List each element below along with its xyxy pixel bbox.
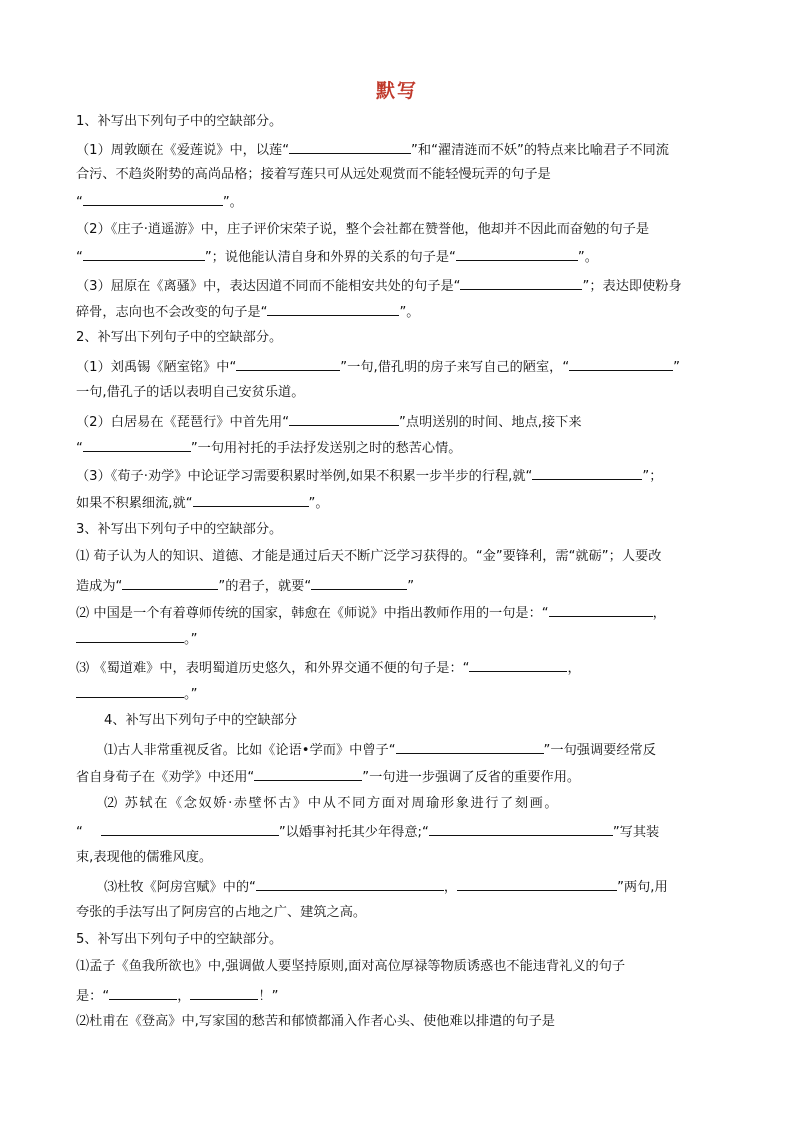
answer-blank[interactable] — [83, 438, 191, 452]
section-5-heading: 5、补写出下列句子中的空缺部分。 — [76, 932, 283, 947]
answer-blank[interactable] — [101, 822, 279, 836]
answer-blank[interactable] — [256, 877, 444, 891]
question-line: 省自身荀子在《劝学》中还用“ ”一句进一步强调了反省的重要作用。 — [76, 767, 736, 787]
question-line: 合污、不趋炎附势的高尚品格；接着写莲只可从远处观赏而不能轻慢玩弄的句子是 — [76, 167, 551, 182]
question-line: “ ”一句用衬托的手法抒发送别之时的愁苦心情。 — [76, 438, 736, 458]
answer-blank[interactable] — [122, 576, 218, 590]
question-line: （2）《庄子·逍遥游》中，庄子评价宋荣子说，整个会社都在赞誉他，他却并不因此而奋勉的句子是 — [76, 222, 650, 237]
question-line: ⑵杜甫在《登高》中,写家国的愁苦和郁愤都涌入作者心头、使他难以排遣的句子是 — [76, 1014, 555, 1029]
question-line: “ ”以婚事衬托其少年得意;“ ”写其装 — [76, 822, 736, 842]
question-line: 一句,借孔子的话以表明自己安贫乐道。 — [76, 385, 305, 400]
answer-blank[interactable] — [267, 302, 399, 316]
section-4-heading: 4、补写出下列句子中的空缺部分 — [104, 713, 298, 728]
answer-blank[interactable] — [83, 192, 223, 206]
answer-blank[interactable] — [429, 822, 613, 836]
question-line: 造成为“ ”的君子，就要“ ” — [76, 576, 736, 596]
question-line: “ ”；说他能认清自身和外界的关系的句子是“ ”。 — [76, 247, 736, 267]
answer-blank[interactable] — [569, 357, 673, 371]
section-2-heading: 2、补写出下列句子中的空缺部分。 — [76, 330, 283, 345]
question-line: ⑶杜牧《阿房宫赋》中的“ ， ”两句,用 — [104, 877, 764, 897]
answer-blank[interactable] — [460, 276, 582, 290]
page-title: 默写 — [375, 80, 418, 102]
answer-blank[interactable] — [289, 412, 399, 426]
section-3-heading: 3、补写出下列句子中的空缺部分。 — [76, 522, 283, 537]
question-line: 碎骨，志向也不会改变的句子是“ ”。 — [76, 302, 736, 322]
answer-blank[interactable] — [109, 986, 177, 1000]
answer-blank[interactable] — [76, 684, 184, 698]
answer-blank[interactable] — [456, 247, 578, 261]
answer-blank[interactable] — [549, 603, 653, 617]
answer-blank[interactable] — [457, 877, 617, 891]
question-line: （3）屈原在《离骚》中，表达因道不同而不能相安共处的句子是“ ”；表达即使粉身 — [76, 276, 736, 296]
question-line: 。” — [76, 684, 736, 704]
question-line: ⑵ 中国是一个有着尊师传统的国家，韩愈在《师说》中指出教师作用的一句是：“ ， — [76, 603, 736, 623]
answer-blank[interactable] — [76, 629, 184, 643]
question-line: “ ”。 — [76, 192, 736, 212]
question-line: ⑴孟子《鱼我所欲也》中,强调做人要坚持原则,面对高位厚禄等物质诱惑也不能违背礼义的句子 — [76, 959, 626, 974]
question-line: 是：“ ， ！” — [76, 986, 736, 1006]
question-line: ⑵ 苏轼在《念奴娇·赤壁怀古》中从不同方面对周瑜形象进行了刻画。 — [104, 796, 560, 811]
answer-blank[interactable] — [289, 140, 411, 154]
question-line: ⑴ 荀子认为人的知识、道德、才能是通过后天不断广泛学习获得的。“金”要锋利，需“就砺”；人要改 — [76, 549, 662, 564]
question-line: （1）刘禹锡《陋室铭》中“ ”一句,借孔明的房子来写自己的陋室，“ ” — [76, 357, 736, 377]
question-line: 夸张的手法写出了阿房宫的占地之广、建筑之高。 — [76, 905, 367, 920]
question-line: 束,表现他的儒雅风度。 — [76, 850, 213, 865]
answer-blank[interactable] — [469, 658, 567, 672]
section-1-heading: 1、补写出下列句子中的空缺部分。 — [76, 114, 283, 129]
answer-blank[interactable] — [236, 357, 340, 371]
question-line: （1）周敦颐在《爱莲说》中，以莲“ ”和“濯清涟而不妖”的特点来比喻君子不同流 — [76, 140, 736, 160]
question-line: 如果不积累细流,就“ ”。 — [76, 493, 736, 513]
answer-blank[interactable] — [254, 767, 362, 781]
answer-blank[interactable] — [532, 466, 642, 480]
answer-blank[interactable] — [396, 740, 544, 754]
answer-blank[interactable] — [190, 986, 258, 1000]
answer-blank[interactable] — [193, 493, 309, 507]
question-line: ⑶ 《蜀道难》中，表明蜀道历史悠久，和外界交通不便的句子是：“ ， — [76, 658, 736, 678]
question-line: 。” — [76, 629, 736, 649]
answer-blank[interactable] — [311, 576, 407, 590]
answer-blank[interactable] — [83, 247, 205, 261]
question-line: ⑴古人非常重视反省。比如《论语•学而》中曾子“ ”一句强调要经常反 — [104, 740, 764, 760]
question-line: （2）白居易在《琵琶行》中首先用“ ”点明送别的时间、地点,接下来 — [76, 412, 736, 432]
question-line: （3）《荀子·劝学》中论证学习需要积累时举例,如果不积累一步半步的行程,就“ ”； — [76, 466, 736, 486]
